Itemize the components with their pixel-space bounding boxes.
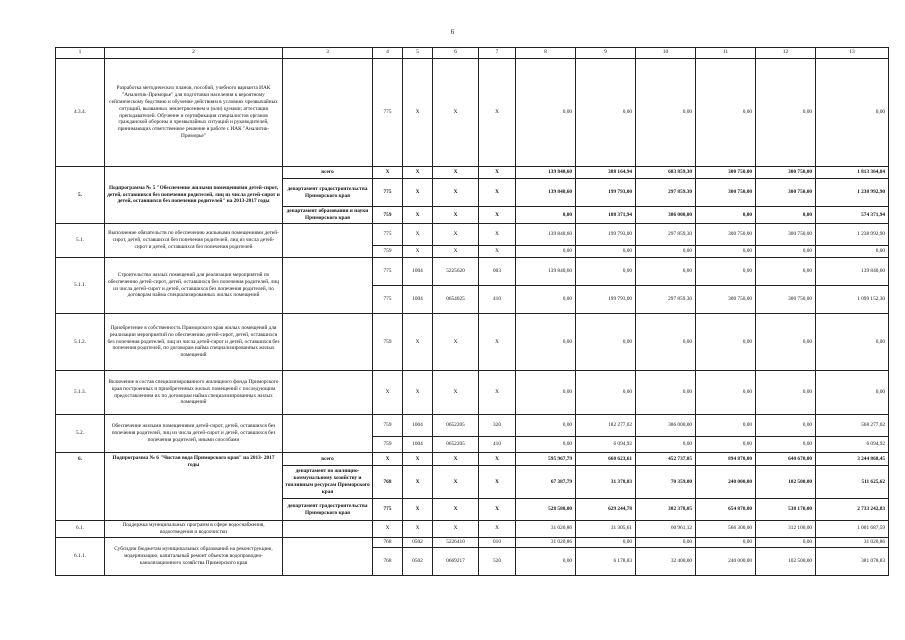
item-code: 6.1.1. — [56, 537, 105, 575]
col-header: 11 — [696, 48, 756, 59]
rz-cell: 1004 — [403, 286, 433, 314]
value-cell: 199 793,00 — [576, 286, 636, 314]
rz-cell: X — [403, 371, 433, 415]
value-cell: 568 277,02 — [816, 415, 889, 437]
value-cell: 300 750,00 — [696, 167, 756, 179]
value-cell: 0,00 — [756, 258, 816, 286]
grbs-cell: 759 — [373, 314, 403, 371]
value-cell: 6 094,92 — [816, 437, 889, 453]
value-cell: 0,00 — [816, 371, 889, 415]
value-cell: 0,00 — [576, 258, 636, 286]
value-cell: 300 750,00 — [696, 224, 756, 246]
csr-cell: X — [433, 521, 479, 538]
value-cell: 31 305,61 — [576, 521, 636, 538]
col-header: 13 — [816, 48, 889, 59]
csr-cell: X — [433, 224, 479, 246]
value-cell: 0,00 — [816, 314, 889, 371]
value-cell: 139 840,60 — [516, 167, 576, 179]
executor-cell — [283, 59, 373, 167]
table-row — [56, 224, 889, 246]
csr-cell: 5225620 — [433, 258, 479, 286]
item-code: 6.1. — [56, 521, 105, 538]
value-cell: 300 750,00 — [696, 179, 756, 207]
csr-cell: 0652205 — [433, 437, 479, 453]
table-row — [56, 453, 889, 466]
grbs-cell: 768 — [373, 537, 403, 547]
value-cell: 0,00 — [516, 437, 576, 453]
value-cell: 660 623,61 — [576, 453, 636, 466]
col-header: 3 — [283, 48, 373, 59]
value-cell: 139 840,60 — [516, 224, 576, 246]
rz-cell: X — [403, 499, 433, 521]
rz-cell: X — [403, 246, 433, 258]
value-cell: 0,00 — [756, 437, 816, 453]
executor-cell — [283, 314, 373, 371]
value-cell: 300 750,00 — [696, 286, 756, 314]
item-code: 5.1.1. — [56, 258, 105, 314]
value-cell: 0,00 — [696, 537, 756, 547]
value-cell: 31 020,86 — [816, 537, 889, 547]
value-cell: 0,00 — [756, 371, 816, 415]
grbs-cell: 775 — [373, 258, 403, 286]
csr-cell: 5226410 — [433, 537, 479, 547]
csr-cell: 0654025 — [433, 286, 479, 314]
value-cell: 0,00 — [756, 415, 816, 437]
item-code: 5. — [56, 167, 105, 224]
grbs-cell: X — [373, 167, 403, 179]
rz-cell: 0502 — [403, 537, 433, 547]
value-cell: 0,00 — [756, 207, 816, 224]
vr-cell: X — [479, 179, 516, 207]
item-name: Подпрограмма № 6 "Чистая вода Приморского края" на 2013- 2017 годы — [105, 453, 283, 521]
value-cell: 1 813 364,84 — [816, 167, 889, 179]
csr-cell: X — [433, 314, 479, 371]
grbs-cell: 759 — [373, 246, 403, 258]
value-cell: 0,00 — [696, 258, 756, 286]
rz-cell: X — [403, 453, 433, 466]
item-name: Выполнение обязательств по обеспечению жильными помещениями детей-сирот, детей, оставшихся без попечения родителей, лиц из числа детей-сирот и детей, оставшихся без попечения родителей — [105, 224, 283, 258]
rz-cell: X — [403, 521, 433, 538]
vr-cell: 520 — [479, 547, 516, 575]
vr-cell: 410 — [479, 437, 516, 453]
item-name: Строительство жилых помещений для реализации мероприятий по обеспечению детей-сирот, детей, оставшихся без попечения родителей, лиц из числа детей-сирот и детей, оставшихся без попечения родителей, по договорам найма специализированных жилых помещений — [105, 258, 283, 314]
item-name: Включение в состав специализированного жилищного фонда Приморского края построенных и приобретенных жилых помещений с последующим предоставлением их по договорам найма специализированных жилых помещений — [105, 371, 283, 415]
grbs-cell: 775 — [373, 224, 403, 246]
item-name: Субсидии бюджетам муниципальных образований на реконструкцию, модернизацию, капитальный ремонт объектов водопроводно-канализационного хозяйства Приморского края — [105, 537, 283, 575]
value-cell: 0,00 — [696, 59, 756, 167]
value-cell: 388 164,94 — [576, 167, 636, 179]
value-cell: 894 870,00 — [696, 453, 756, 466]
value-cell: 297 859,30 — [636, 179, 696, 207]
rz-cell: X — [403, 466, 433, 499]
value-cell: 3 244 868,45 — [816, 453, 889, 466]
table-row — [56, 415, 889, 437]
vr-cell: X — [479, 499, 516, 521]
vr-cell: X — [479, 59, 516, 167]
vr-cell: X — [479, 314, 516, 371]
value-cell: 0,00 — [516, 314, 576, 371]
col-header: 7 — [479, 48, 516, 59]
rz-cell: X — [403, 167, 433, 179]
table-row — [56, 371, 889, 415]
value-cell: 0,00 — [816, 59, 889, 167]
grbs-cell: 759 — [373, 437, 403, 453]
csr-cell: X — [433, 207, 479, 224]
value-cell: 0,00 — [756, 246, 816, 258]
value-cell: 0,00 — [576, 314, 636, 371]
item-code: 4.3.4. — [56, 59, 105, 167]
col-header: 6 — [433, 48, 479, 59]
rz-cell: X — [403, 224, 433, 246]
csr-cell: 0669217 — [433, 547, 479, 575]
value-cell: 1 001 687,59 — [816, 521, 889, 538]
item-name: Обеспечение жилыми помещениями детей-сирот, детей, оставшихся без попечения родителей, лиц из числа детей-сирот и детей, оставшихся без попечения родителей, иными способами — [105, 415, 283, 453]
executor-cell — [283, 521, 373, 538]
col-header: 2 — [105, 48, 283, 59]
value-cell: 0,00 — [756, 59, 816, 167]
value-cell: 654 870,00 — [696, 499, 756, 521]
value-cell: 382 378,05 — [636, 499, 696, 521]
vr-cell: 410 — [479, 286, 516, 314]
value-cell: 6 178,83 — [576, 547, 636, 575]
value-cell: 574 371,94 — [816, 207, 889, 224]
executor-cell — [283, 537, 373, 575]
value-cell: 511 625,62 — [816, 466, 889, 499]
value-cell: 0,00 — [576, 59, 636, 167]
value-cell: 0,00 — [636, 59, 696, 167]
value-cell: 640 670,00 — [756, 453, 816, 466]
value-cell: 199 793,00 — [576, 179, 636, 207]
value-cell: 1 099 152,30 — [816, 286, 889, 314]
csr-cell: X — [433, 246, 479, 258]
col-header: 1 — [56, 48, 105, 59]
value-cell: 31 020,86 — [516, 537, 576, 547]
value-cell: 67 387,79 — [516, 466, 576, 499]
executor-cell: департамент образования и науки Приморского края — [283, 207, 373, 224]
col-header: 4 — [373, 48, 403, 59]
value-cell: 300 750,00 — [756, 286, 816, 314]
csr-cell: X — [433, 371, 479, 415]
value-cell: 381 078,83 — [816, 547, 889, 575]
executor-cell: департамент по жилищно-коммунальному хозяйству и топливным ресурсам Приморского края — [283, 466, 373, 499]
value-cell: 0,00 — [516, 371, 576, 415]
value-cell: 188 371,94 — [576, 207, 636, 224]
value-cell: 32 400,00 — [636, 547, 696, 575]
vr-cell: X — [479, 224, 516, 246]
page-number: 6 — [450, 28, 455, 36]
rz-cell: 0502 — [403, 547, 433, 575]
value-cell: 0,00 — [516, 207, 576, 224]
grbs-cell: 775 — [373, 499, 403, 521]
value-cell: 102 500,00 — [756, 466, 816, 499]
value-cell: 0,00 — [636, 246, 696, 258]
value-cell: 0,00 — [636, 258, 696, 286]
vr-cell: X — [479, 371, 516, 415]
value-cell: 386 000,00 — [636, 415, 696, 437]
grbs-cell: 775 — [373, 179, 403, 207]
value-cell: 595 967,79 — [516, 453, 576, 466]
grbs-cell: X — [373, 453, 403, 466]
value-cell: 0,00 — [636, 537, 696, 547]
value-cell: 182 277,02 — [576, 415, 636, 437]
value-cell: 386 000,00 — [636, 207, 696, 224]
value-cell: 6 094,92 — [576, 437, 636, 453]
item-name: Поддержка муниципальных программ в сфере водоснабжения, водоотведения и водоочистки — [105, 521, 283, 538]
item-code: 6. — [56, 453, 105, 521]
vr-cell: 320 — [479, 415, 516, 437]
item-code: 5.1.3. — [56, 371, 105, 415]
vr-cell: X — [479, 521, 516, 538]
value-cell: 0,00 — [516, 246, 576, 258]
value-cell: 102 500,00 — [756, 547, 816, 575]
value-cell: 0,00 — [696, 207, 756, 224]
value-cell: 1 238 992,90 — [816, 224, 889, 246]
table-row — [56, 314, 889, 371]
item-code: 5.2. — [56, 415, 105, 453]
vr-cell: X — [479, 453, 516, 466]
value-cell: 0,00 — [516, 59, 576, 167]
col-header: 12 — [756, 48, 816, 59]
executor-cell — [283, 224, 373, 258]
item-code: 5.1.2. — [56, 314, 105, 371]
value-cell: 312 100,00 — [756, 521, 816, 538]
vr-cell: X — [479, 246, 516, 258]
value-cell: 0,00 — [516, 547, 576, 575]
executor-cell: департамент градостроительства Приморского края — [283, 179, 373, 207]
value-cell: 139 840,60 — [516, 258, 576, 286]
executor-cell — [283, 415, 373, 453]
csr-cell: X — [433, 466, 479, 499]
column-number-row — [56, 48, 889, 59]
value-cell: 629 244,78 — [576, 499, 636, 521]
col-header: 5 — [403, 48, 433, 59]
col-header: 10 — [636, 48, 696, 59]
value-cell: 297 859,30 — [636, 224, 696, 246]
table-row — [56, 167, 889, 179]
vr-cell: X — [479, 207, 516, 224]
table-row — [56, 521, 889, 538]
executor-cell: всего — [283, 167, 373, 179]
value-cell: 0,00 — [576, 537, 636, 547]
value-cell: 0,00 — [816, 246, 889, 258]
vr-cell: 010 — [479, 537, 516, 547]
executor-cell: всего — [283, 453, 373, 466]
value-cell: 297 859,30 — [636, 286, 696, 314]
value-cell: 240 000,00 — [696, 547, 756, 575]
executor-cell — [283, 371, 373, 415]
rz-cell: 1004 — [403, 437, 433, 453]
grbs-cell: 768 — [373, 466, 403, 499]
vr-cell: 003 — [479, 258, 516, 286]
value-cell: 0,00 — [516, 286, 576, 314]
csr-cell: X — [433, 179, 479, 207]
csr-cell: X — [433, 59, 479, 167]
rz-cell: X — [403, 207, 433, 224]
csr-cell: X — [433, 499, 479, 521]
rz-cell: X — [403, 314, 433, 371]
value-cell: 0,00 — [636, 437, 696, 453]
rz-cell: 1004 — [403, 415, 433, 437]
value-cell: 0,00 — [696, 371, 756, 415]
value-cell: 31 020,86 — [516, 521, 576, 538]
value-cell: 0,00 — [576, 371, 636, 415]
value-cell: 0,00 — [576, 246, 636, 258]
table-row — [56, 537, 889, 547]
value-cell: 139 840,60 — [516, 179, 576, 207]
value-cell: 0,00 — [696, 246, 756, 258]
value-cell: 0,00 — [696, 415, 756, 437]
grbs-cell: X — [373, 371, 403, 415]
item-name: Разработка методических планов, пособий, учебного варианта ИАК "Аналитик-Приморье" для подготовки населения к вероятному сейсмическому бедствию и обучение действиям в условиях чрезвычайных ситуаций, вызванных землетрясением и (или) цунами; аттестация преподавателей. Обучение и сертификация специалистов органов гражданской обороны и чрезвычайных ситуаций и руководителей, принимающих ответственное решение в работе с ИАК "Аналитик-Приморье" — [105, 59, 283, 167]
value-cell: 199 793,00 — [576, 224, 636, 246]
csr-cell: X — [433, 453, 479, 466]
value-cell: 70 359,00 — [636, 466, 696, 499]
value-cell: 300 750,00 — [756, 224, 816, 246]
rz-cell: X — [403, 179, 433, 207]
value-cell: 0,00 — [636, 314, 696, 371]
value-cell: 0,00 — [696, 314, 756, 371]
value-cell: 240 000,00 — [696, 466, 756, 499]
value-cell: 0,00 — [696, 437, 756, 453]
csr-cell: X — [433, 167, 479, 179]
grbs-cell: 768 — [373, 547, 403, 575]
executor-cell: департамент градостроительства Приморского края — [283, 499, 373, 521]
grbs-cell: 775 — [373, 59, 403, 167]
table-row — [56, 258, 889, 286]
budget-table — [55, 47, 889, 576]
value-cell: 528 580,00 — [516, 499, 576, 521]
value-cell: 0,00 — [516, 415, 576, 437]
grbs-cell: 759 — [373, 415, 403, 437]
col-header: 9 — [576, 48, 636, 59]
value-cell: 31 378,83 — [576, 466, 636, 499]
executor-cell — [283, 258, 373, 314]
value-cell: 683 859,30 — [636, 167, 696, 179]
value-cell: 1 238 992,90 — [816, 179, 889, 207]
vr-cell: X — [479, 167, 516, 179]
rz-cell: 1004 — [403, 258, 433, 286]
value-cell: 566 300,00 — [696, 521, 756, 538]
value-cell: 300 750,00 — [756, 179, 816, 207]
value-cell: 300 750,00 — [756, 167, 816, 179]
value-cell: 452 737,05 — [636, 453, 696, 466]
value-cell: 0,00 — [756, 314, 816, 371]
value-cell: 2 733 242,83 — [816, 499, 889, 521]
csr-cell: 0652205 — [433, 415, 479, 437]
item-name: Подпрограмма № 5 "Обеспечение жилыми помещениями детей-сирот, детей, оставшихся без попечения родителей, лиц из числа детей-сирот и детей, оставшихся без попечения родителей" на 2013-2017 годы — [105, 167, 283, 224]
value-cell: 139 840,60 — [816, 258, 889, 286]
rz-cell: X — [403, 59, 433, 167]
table-row — [56, 59, 889, 167]
item-name: Приобретение в собственность Приморского края жилых помещений для реализации мероприятий по обеспечению детей-сирот, детей, оставшихся без попечения родителей, лиц из числа детей-сирот и детей, оставшихся без попечения родителей, по договорам найма специализированных жилых помещений — [105, 314, 283, 371]
grbs-cell: X — [373, 521, 403, 538]
vr-cell: X — [479, 466, 516, 499]
value-cell: 538 170,00 — [756, 499, 816, 521]
item-code: 5.1. — [56, 224, 105, 258]
col-header: 8 — [516, 48, 576, 59]
value-cell: 60 961,12 — [636, 521, 696, 538]
grbs-cell: 759 — [373, 207, 403, 224]
value-cell: 0,00 — [756, 537, 816, 547]
value-cell: 0,00 — [636, 371, 696, 415]
grbs-cell: 775 — [373, 286, 403, 314]
